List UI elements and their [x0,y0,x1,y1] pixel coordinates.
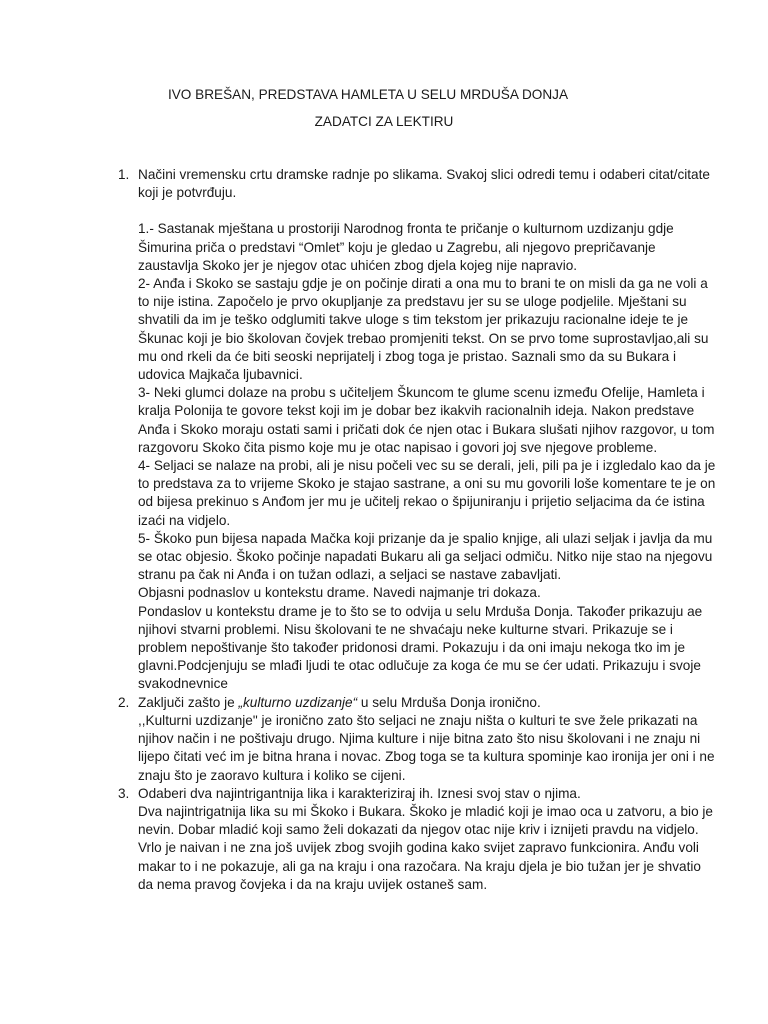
task-answer: Dva najintrigatnija lika su mi Škoko i Bukara. Škoko je mladić koji je imao oca u zatvoru, a bio je nevin. Dobar mladić koji samo želi dokazati da njegov otac nije kriv i iznijeti pravdu na vidjelo. Vrlo je naivan i ne zna još uvijek zbog svojih godina kako svijet zapravo funkcionira. Anđu voli makar to i ne pokazuje, ali ga na kraju i ona razočara. Na kraju djela je bio tužan jer je shvatio da nema pravog čovjeka i da na kraju uvijek ostaneš sam. [138,803,713,892]
task-number: 3. [118,785,130,801]
task-prompt [138,694,718,712]
task-number: 1. [118,167,130,182]
task-item-2 [118,694,718,785]
task-answer: ,,Kulturni uzdizanje" je ironično zato što seljaci ne znaju ništa o kulturi te sve žele prikazati na njihov način i ne poštivaju drugo. Njima kulture i nije bitna zato što nisu školovani i ne znaju ni lijepo čitati već im je bitna hrana i novac. Zbog toga se ta kultura spominje kao ironija jer oni i ne znaju što je zaoravo kultura i koliko se cijeni. [138,712,715,783]
prompt-italic-phrase: „kulturno uzdizanje“ [238,694,358,710]
subtitle-question: Objasni podnaslov u kontekstu drame. Navedi najmanje tri dokaza. [138,585,541,601]
answer-scene-3: 3- Neki glumci dolaze na probu s učiteljem Škuncom te glume scenu između Ofelije, Hamleta i kralja Polonija te govore tekst koji im je dobar bez ikakvih racionalnih ideja. Nakon predstave Anđa i Skoko moraju ostati sami i pričati dok će njen otac i Bukara slušati njihov razgovor, u tom razgovoru Skoko čita pismo koje mu je otac napisao i govori joj sve njegove probleme. [138,385,715,455]
document-title: IVO BREŠAN, PREDSTAVA HAMLETA U SELU MRDUŠA DONJA [167,87,569,102]
document-subtitle: ZADATCI ZA LEKTIRU [314,114,454,129]
answer-scene-4: 4- Seljaci se nalaze na probi, ali je nisu počeli vec su se derali, jeli, pili pa je i izgledalo kao da je to predstava za to vrijeme Skoko je stajao sastrane, a oni su mu govorili loše komentare te je on od bijesa prekinuo s Anđom jer mu je učitelj rekao o špijuniranju i prijetio seljacima da će istina izaći na vidjelo. [138,458,716,528]
task-prompt: Načini vremensku crtu dramske radnje po slikama. Svakoj slici odredi temu i odaberi citat/citate koji je potvrđuju. [138,167,710,201]
answer-scene-1: 1.- Sastanak mještana u prostoriji Narodnog fronta te pričanje o kulturnom uzdizanju gdje Šimurina priča o predstavi “Omlet” koju je gledao u Zagrebu, ali njegovo prepričavanje zaustavlja Skoko jer je njegov otac uhićen zbog djela kojeg nije napravio. [138,221,674,273]
prompt-text: Zaključi zašto je [138,694,239,710]
answer-scene-5: 5- Škoko pun bijesa napada Mačka koji prizanje da je spalio knjige, ali ulazi seljak i javlja da mu se otac objesio. Škoko počinje napadati Bukaru ali ga seljaci odmiču. Nitko nije stao na njegovu stranu pa čak ni Anđa i on tužan odlazi, a seljaci se nastave zabavljati. [138,530,713,583]
prompt-text: u selu Mrduša Donja ironično. [357,694,541,710]
task-prompt: Odaberi dva najintrigantnija lika i karakteriziraj ih. Iznesi svoj stav o njima. [138,785,581,801]
answer-scene-2: 2- Anđa i Skoko se sastaju gdje je on počinje dirati a ona mu to brani te on misli da ga ne voli a to nije istina. Započelo je prvo okupljanje za predstavu jer su se uloge podjelile. Mještani su shvatili da im je teško odglumiti takve uloge s tim tekstom jer prikazuju racionalne ideje te je Škunac koji je bio školovan čovjek trebao promjeniti tekst. On se prvo tome suprostavljao,ali su mu ond rkeli da će biti seoski neprijatelj i zbog toga je pristao. Saznali smo da su Bukara i udovica Majkača ljubavnici. [138,276,709,383]
subtitle-answer: Pondaslov u kontekstu drame je to što se to odvija u selu Mrduša Donja. Također prikazuju ae njihovi stvarni problemi. Nisu školovani te ne shvaćaju neke kulturne stvari. Prikazuje se i problem nepoštivanje što također pridonosi drami. Pokazuju i da oni imaju nekoga tko im je glavni.Podcjenjuju se mlađi ljudi te otac odlučuje za koga će mu se ćer udati. Prikazuju i svoje svakodnevnice [138,603,703,692]
task-number: 2. [118,694,130,710]
task-item-3 [118,785,718,894]
task-list [118,166,718,894]
task-item-1 [118,166,718,694]
